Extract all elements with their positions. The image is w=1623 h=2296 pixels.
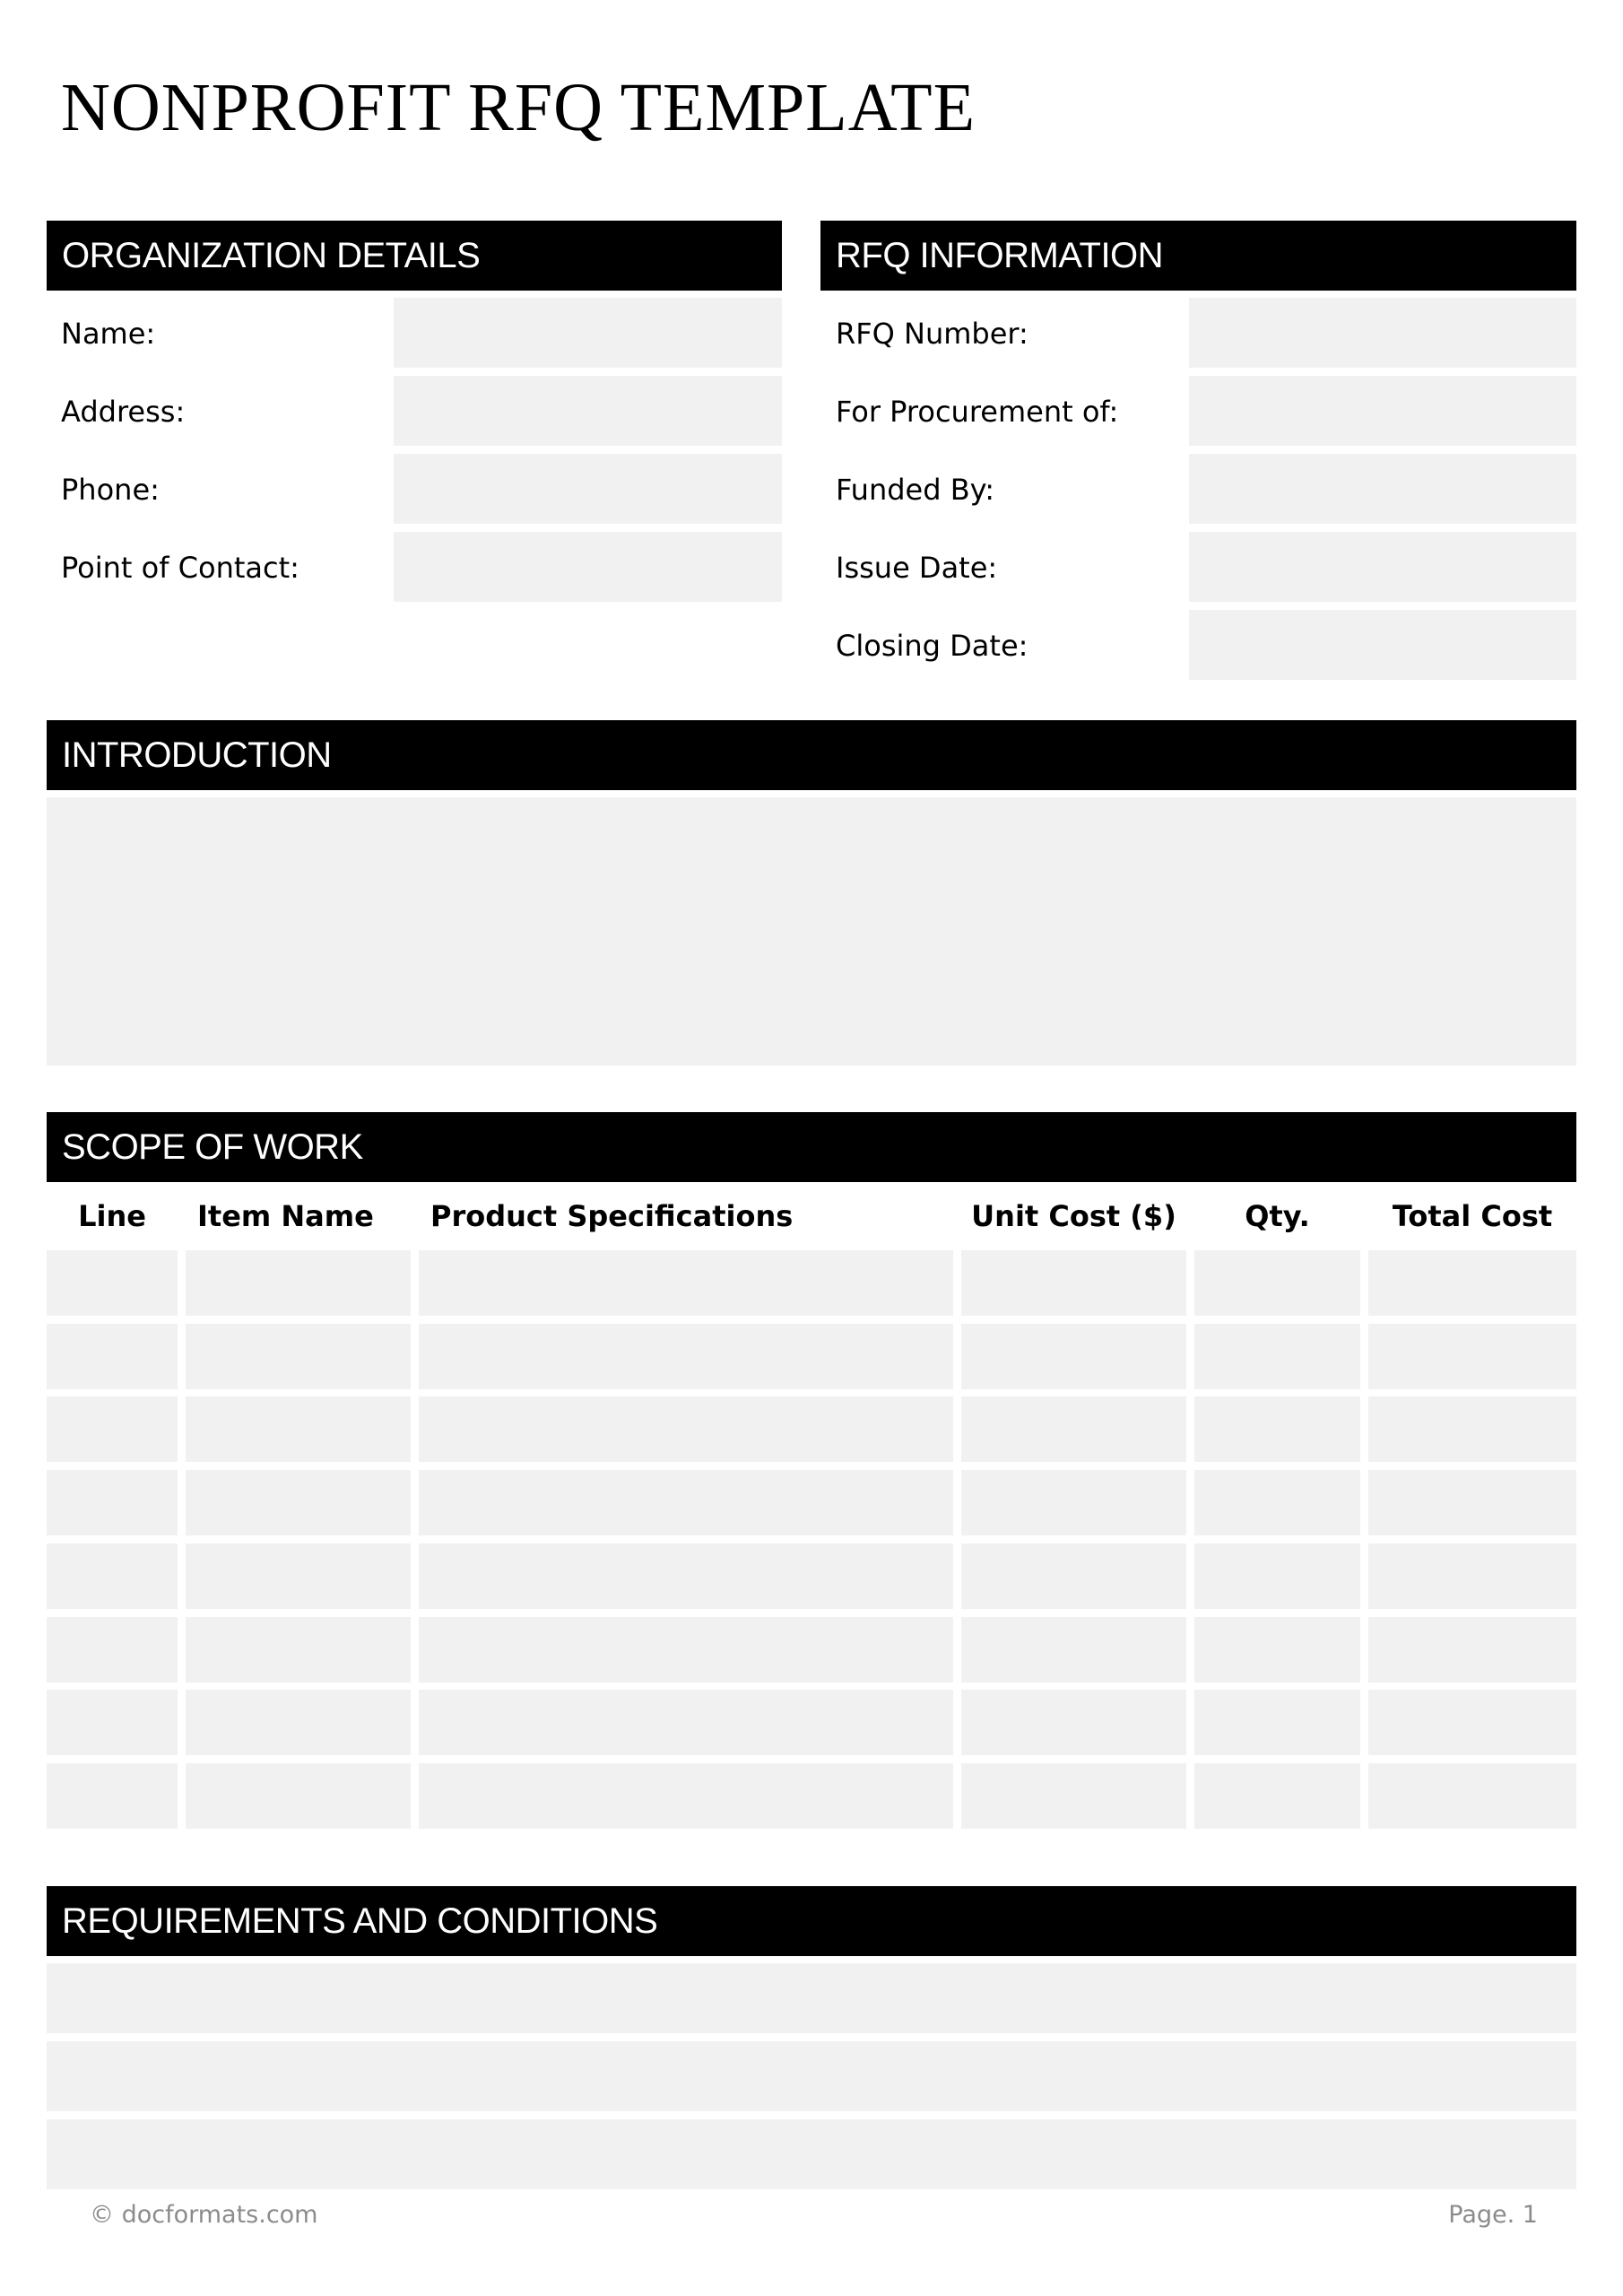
col-unit-cost: Unit Cost ($) [961,1191,1186,1254]
requirements-line[interactable] [47,1963,1576,2033]
scope-cell-qty[interactable] [1194,1763,1360,1829]
scope-cell-unit-cost[interactable] [961,1470,1186,1535]
scope-cell-total-cost[interactable] [1368,1396,1576,1462]
scope-cell-qty[interactable] [1194,1617,1360,1683]
scope-cell-product-specifications[interactable] [419,1396,953,1462]
org-address-label: Address: [61,395,186,429]
scope-cell-unit-cost[interactable] [961,1250,1186,1316]
scope-cell-total-cost[interactable] [1368,1470,1576,1535]
closing-date-label: Closing Date: [836,629,1028,663]
footer-copyright: © docformats.com [90,2201,318,2229]
scope-cell-item-name[interactable] [186,1617,411,1683]
scope-cell-product-specifications[interactable] [419,1324,953,1389]
scope-cell-qty[interactable] [1194,1250,1360,1316]
org-phone-label: Phone: [61,473,160,507]
scope-cell-product-specifications[interactable] [419,1617,953,1683]
introduction-textarea[interactable] [47,797,1576,1065]
org-address-field[interactable] [394,376,782,446]
funded-by-field[interactable] [1189,454,1576,524]
scope-cell-line[interactable] [47,1396,178,1462]
scope-cell-total-cost[interactable] [1368,1690,1576,1755]
scope-cell-item-name[interactable] [186,1544,411,1609]
scope-cell-item-name[interactable] [186,1470,411,1535]
requirements-header: REQUIREMENTS AND CONDITIONS [47,1886,1576,1956]
col-item-name: Item Name [186,1191,411,1254]
requirements-line[interactable] [47,2119,1576,2189]
org-name-label: Name: [61,317,156,351]
scope-of-work-header: SCOPE OF WORK [47,1112,1576,1182]
scope-cell-item-name[interactable] [186,1690,411,1755]
scope-cell-line[interactable] [47,1544,178,1609]
rfq-number-label: RFQ Number: [836,317,1028,351]
scope-cell-unit-cost[interactable] [961,1617,1186,1683]
scope-cell-total-cost[interactable] [1368,1324,1576,1389]
scope-cell-unit-cost[interactable] [961,1690,1186,1755]
scope-cell-product-specifications[interactable] [419,1470,953,1535]
scope-cell-product-specifications[interactable] [419,1690,953,1755]
procurement-of-field[interactable] [1189,376,1576,446]
scope-cell-item-name[interactable] [186,1396,411,1462]
scope-cell-line[interactable] [47,1250,178,1316]
scope-cell-total-cost[interactable] [1368,1250,1576,1316]
introduction-header: INTRODUCTION [47,720,1576,790]
scope-cell-line[interactable] [47,1470,178,1535]
scope-cell-unit-cost[interactable] [961,1396,1186,1462]
scope-cell-product-specifications[interactable] [419,1544,953,1609]
scope-cell-total-cost[interactable] [1368,1617,1576,1683]
scope-cell-qty[interactable] [1194,1324,1360,1389]
col-qty: Qty. [1194,1191,1360,1254]
scope-cell-item-name[interactable] [186,1250,411,1316]
col-total-cost: Total Cost [1368,1191,1576,1254]
funded-by-label: Funded By: [836,473,995,507]
closing-date-field[interactable] [1189,610,1576,680]
col-line: Line [47,1191,178,1254]
issue-date-field[interactable] [1189,532,1576,602]
org-phone-field[interactable] [394,454,782,524]
scope-cell-total-cost[interactable] [1368,1544,1576,1609]
scope-cell-item-name[interactable] [186,1324,411,1389]
rfq-information-header: RFQ INFORMATION [820,221,1576,291]
scope-cell-line[interactable] [47,1617,178,1683]
scope-cell-item-name[interactable] [186,1763,411,1829]
scope-cell-line[interactable] [47,1763,178,1829]
org-name-field[interactable] [394,298,782,368]
scope-cell-qty[interactable] [1194,1690,1360,1755]
requirements-line[interactable] [47,2041,1576,2111]
scope-cell-product-specifications[interactable] [419,1250,953,1316]
org-contact-field[interactable] [394,532,782,602]
organization-details-header: ORGANIZATION DETAILS [47,221,782,291]
scope-cell-unit-cost[interactable] [961,1544,1186,1609]
scope-cell-qty[interactable] [1194,1396,1360,1462]
scope-cell-line[interactable] [47,1690,178,1755]
rfq-number-field[interactable] [1189,298,1576,368]
footer-page-number: Page. 1 [1448,2201,1538,2229]
procurement-of-label: For Procurement of: [836,395,1119,429]
scope-cell-product-specifications[interactable] [419,1763,953,1829]
scope-cell-unit-cost[interactable] [961,1763,1186,1829]
scope-cell-qty[interactable] [1194,1470,1360,1535]
scope-cell-line[interactable] [47,1324,178,1389]
issue-date-label: Issue Date: [836,551,998,585]
scope-cell-qty[interactable] [1194,1544,1360,1609]
org-contact-label: Point of Contact: [61,551,299,585]
page-title: NONPROFIT RFQ TEMPLATE [61,70,976,145]
scope-cell-unit-cost[interactable] [961,1324,1186,1389]
scope-cell-total-cost[interactable] [1368,1763,1576,1829]
col-product-specifications: Product Specifications [419,1191,953,1254]
